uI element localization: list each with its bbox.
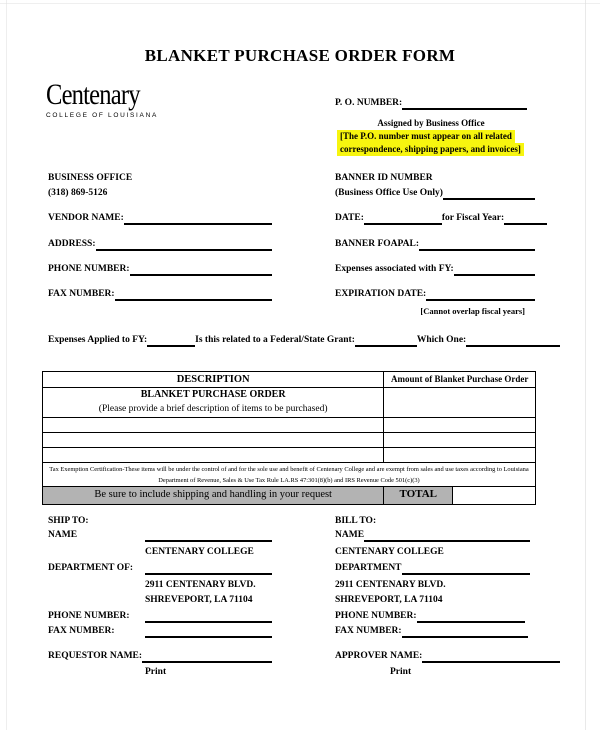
bill-phone-input[interactable] <box>417 609 525 623</box>
expenses-fy-input[interactable] <box>454 262 535 276</box>
ship-fax-label: FAX NUMBER: <box>48 626 115 636</box>
fax-number-input[interactable] <box>115 287 272 301</box>
expenses-fy-row <box>335 263 535 276</box>
po-highlight-line2: correspondence, shipping papers, and invoices] <box>337 143 524 156</box>
row1-title: BLANKET PURCHASE ORDER <box>140 389 286 400</box>
po-number-row <box>335 97 527 110</box>
date-row <box>335 212 547 225</box>
ship-name-label: NAME <box>48 530 78 540</box>
description-cell-4[interactable] <box>43 448 384 462</box>
expiration-date-label: EXPIRATION DATE: <box>335 289 427 299</box>
fiscal-year-input[interactable] <box>504 211 547 225</box>
description-cell[interactable] <box>43 388 384 417</box>
ship-phone-label: PHONE NUMBER: <box>48 611 130 621</box>
ship-address-line2: SHREVEPORT, LA 71104 <box>145 595 253 605</box>
amount-cell-3[interactable] <box>384 433 535 447</box>
bill-department-input[interactable] <box>402 561 530 575</box>
phone-number-label: PHONE NUMBER: <box>48 264 130 274</box>
page-edge-left <box>6 0 7 730</box>
grant-question-input[interactable] <box>355 333 417 347</box>
banner-id-input[interactable] <box>443 186 535 200</box>
ship-department-label: DEPARTMENT OF: <box>48 563 134 573</box>
expiration-note: [Cannot overlap fiscal years] <box>420 306 525 316</box>
requestor-row <box>48 650 272 663</box>
bill-department-label: DEPARTMENT <box>335 563 402 573</box>
bill-fax-label: FAX NUMBER: <box>335 626 402 636</box>
college-logo <box>46 80 160 119</box>
amount-cell-2[interactable] <box>384 418 535 432</box>
ship-college-name: CENTENARY COLLEGE <box>145 547 254 557</box>
requestor-input[interactable] <box>142 649 272 663</box>
logo-wordmark: Centenary <box>46 78 140 111</box>
which-one-label: Which One: <box>416 335 467 345</box>
bill-address-line2: SHREVEPORT, LA 71104 <box>335 595 443 605</box>
requestor-label: REQUESTOR NAME: <box>48 651 143 661</box>
ship-print-label: Print <box>145 667 167 677</box>
po-assigned-note: Assigned by Business Office <box>377 118 485 128</box>
page-edge-top <box>0 3 600 4</box>
description-cell-2[interactable] <box>43 418 384 432</box>
ship-name-input[interactable] <box>145 528 272 542</box>
table-header-row <box>43 372 535 388</box>
vendor-name-label: VENDOR NAME: <box>48 213 124 223</box>
grant-row <box>48 334 560 347</box>
date-label: DATE: <box>335 213 364 223</box>
ship-phone-row <box>48 610 272 623</box>
ship-fax-row <box>48 625 272 638</box>
expenses-applied-input[interactable] <box>147 333 195 347</box>
tax-exemption-row <box>43 463 535 487</box>
amount-cell-4[interactable] <box>384 448 535 462</box>
logo-subtitle: COLLEGE OF LOUISIANA <box>46 112 159 119</box>
address-input[interactable] <box>96 237 272 251</box>
description-header: DESCRIPTION <box>43 372 384 387</box>
po-number-input[interactable] <box>402 96 527 110</box>
banner-foapal-label: BANNER FOAPAL: <box>335 239 420 249</box>
page-edge-right <box>585 0 586 730</box>
table-row <box>43 388 535 418</box>
po-highlight-line1: [The P.O. number must appear on all related <box>337 130 515 143</box>
banner-id-label: BANNER ID NUMBER <box>335 173 433 183</box>
bill-phone-row <box>335 610 525 623</box>
row1-subtitle: (Please provide a brief description of items to be purchased) <box>98 404 328 414</box>
which-one-input[interactable] <box>466 333 560 347</box>
banner-foapal-input[interactable] <box>419 237 535 251</box>
ship-department-input[interactable] <box>145 561 272 575</box>
bill-college-name: CENTENARY COLLEGE <box>335 547 444 557</box>
bill-name-label: NAME <box>335 530 365 540</box>
banner-foapal-row <box>335 238 535 251</box>
bill-print-label: Print <box>390 667 412 677</box>
expenses-applied-label: Expenses Applied to FY: <box>48 335 148 345</box>
approver-label: APPROVER NAME: <box>335 651 423 661</box>
bill-fax-row <box>335 625 528 638</box>
ship-name-row <box>48 529 272 542</box>
ship-fax-input[interactable] <box>145 624 272 638</box>
bill-fax-input[interactable] <box>402 624 528 638</box>
table-row <box>43 448 535 463</box>
total-row <box>43 487 535 504</box>
bill-phone-label: PHONE NUMBER: <box>335 611 417 621</box>
page-title: BLANKET PURCHASE ORDER FORM <box>144 46 456 65</box>
ship-address-line1: 2911 CENTENARY BLVD. <box>145 580 256 590</box>
ship-to-heading: SHIP TO: <box>48 516 89 526</box>
tax-note-line1: Tax Exemption Certification-These items will be under the control of and for the sole use and benefit of Centenary College and are exempt from sales and use taxes according to Louisiana <box>49 466 529 473</box>
table-row <box>43 418 535 433</box>
grant-question-label: Is this related to a Federal/State Grant: <box>195 335 355 345</box>
approver-row <box>335 650 560 663</box>
bill-address-line1: 2911 CENTENARY BLVD. <box>335 580 446 590</box>
bill-name-input[interactable] <box>364 528 530 542</box>
business-office-label: BUSINESS OFFICE <box>48 173 133 183</box>
total-amount-input[interactable] <box>453 487 535 504</box>
approver-input[interactable] <box>422 649 560 663</box>
bill-to-heading: BILL TO: <box>335 516 377 526</box>
table-row <box>43 433 535 448</box>
order-table <box>42 371 536 505</box>
address-row <box>48 238 272 251</box>
vendor-name-input[interactable] <box>124 211 272 225</box>
ship-department-row <box>48 562 272 575</box>
amount-header: Amount of Blanket Purchase Order <box>390 374 529 384</box>
phone-number-input[interactable] <box>130 262 272 276</box>
po-highlight-note <box>337 130 524 156</box>
expenses-fy-label: Expenses associated with FY: <box>335 264 454 274</box>
fiscal-year-label: for Fiscal Year: <box>441 213 505 223</box>
banner-id-row <box>335 187 535 200</box>
ship-phone-input[interactable] <box>145 609 272 623</box>
fax-number-label: FAX NUMBER: <box>48 289 115 299</box>
expiration-date-input[interactable] <box>426 287 535 301</box>
expiration-date-row <box>335 288 535 301</box>
po-number-label: P. O. NUMBER: <box>335 98 403 108</box>
amount-cell-1[interactable] <box>384 388 535 417</box>
address-label: ADDRESS: <box>48 239 96 249</box>
bill-name-row <box>335 529 530 542</box>
fax-number-row <box>48 288 272 301</box>
description-cell-3[interactable] <box>43 433 384 447</box>
date-input[interactable] <box>364 211 442 225</box>
tax-note-line2: Department of Revenue, Sales & Use Tax Rule LA.RS 47:301(8)(b) and IRS Revenue Code 501(c)(3) <box>158 477 420 484</box>
banner-id-sub-label: (Business Office Use Only) <box>335 188 443 198</box>
phone-number-row <box>48 263 272 276</box>
shipping-note: Be sure to include shipping and handling in your request <box>43 487 384 504</box>
vendor-name-row <box>48 212 272 225</box>
business-office-phone: (318) 869-5126 <box>48 188 108 198</box>
bill-department-row <box>335 562 530 575</box>
total-label: TOTAL <box>384 487 453 504</box>
